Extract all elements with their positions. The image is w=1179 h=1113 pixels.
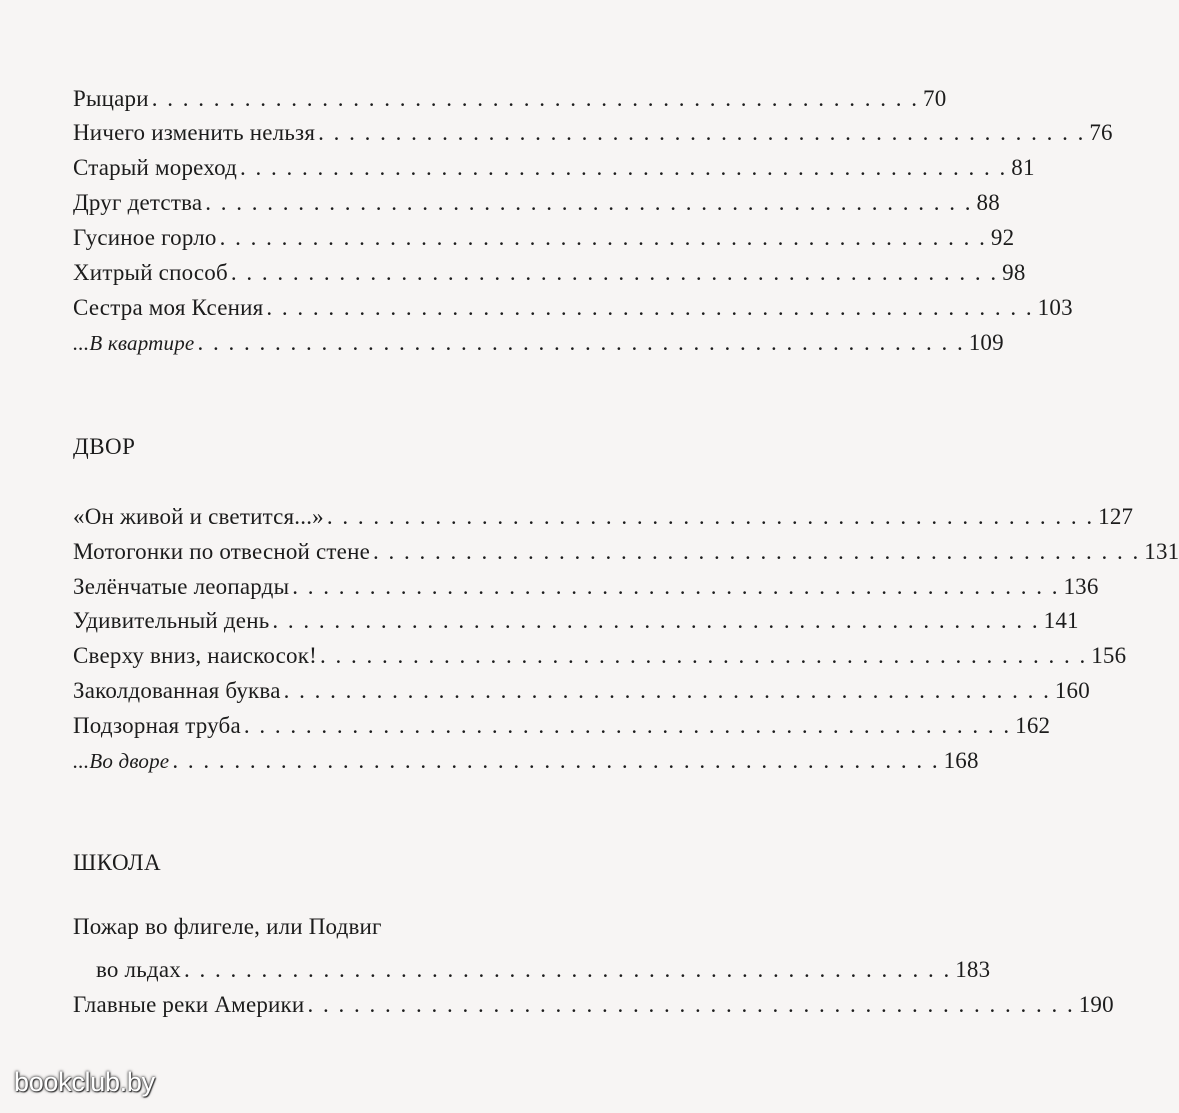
toc-entry-title: Гусиное горло [73, 225, 217, 250]
toc-entry [73, 990, 1114, 1020]
toc-entry-title: Зелёнчатые леопарды [73, 574, 290, 599]
toc-page-number: 156 [1091, 643, 1127, 668]
toc-entry-title: Хитрый способ [73, 260, 228, 285]
toc-entry [73, 188, 1000, 218]
toc-page-number: 70 [923, 86, 947, 111]
section-heading: ШКОЛА [73, 850, 162, 875]
toc-entry-title: Друг детства [73, 190, 203, 215]
toc-entry [73, 153, 1035, 183]
toc-entry-title: Подзорная труба [73, 713, 241, 738]
leader-dots: . . . . . . . . . . . . . . . . . . . . . . . . . . . . . . . . . . . . . . . . . . . . . . . . . . [326, 504, 1095, 529]
toc-entry-title: Главные реки Америки [73, 992, 305, 1017]
leader-dots: . . . . . . . . . . . . . . . . . . . . . . . . . . . . . . . . . . . . . . . . . . . . . . . . . . [183, 957, 952, 982]
toc-page-number: 136 [1063, 574, 1099, 599]
toc-page-number: 127 [1098, 504, 1134, 529]
toc-page-number: 141 [1043, 608, 1079, 633]
leader-dots: . . . . . . . . . . . . . . . . . . . . . . . . . . . . . . . . . . . . . . . . . . . . . . . . . . [292, 574, 1060, 599]
toc-entry [96, 955, 991, 985]
section-heading: ДВОР [73, 434, 136, 459]
toc-entry [73, 502, 1134, 532]
toc-page-number: 131 [1144, 539, 1179, 564]
leader-dots: . . . . . . . . . . . . . . . . . . . . . . . . . . . . . . . . . . . . . . . . . . . . . . . . . . [205, 190, 973, 215]
leader-dots: . . . . . . . . . . . . . . . . . . . . . . . . . . . . . . . . . . . . . . . . . . . . . . . . . . [230, 260, 999, 285]
leader-dots: . . . . . . . . . . . . . . . . . . . . . . . . . . . . . . . . . . . . . . . . . . . . . . . . . . [318, 120, 1086, 145]
leader-dots: . . . . . . . . . . . . . . . . . . . . . . . . . . . . . . . . . . . . . . . . . . . . . . . . . . [219, 225, 987, 250]
toc-entry [73, 258, 1026, 288]
toc-entry [73, 328, 1004, 358]
toc-page-number: 92 [990, 225, 1015, 250]
toc-entry-title: Старый мореход [73, 155, 238, 180]
toc-entry-title: Сверху вниз, наискосок! [73, 643, 317, 668]
toc-page-number: 168 [943, 748, 979, 773]
leader-dots: . . . . . . . . . . . . . . . . . . . . . . . . . . . . . . . . . . . . . . . . . . . . . . . . . . [319, 643, 1088, 668]
toc-entry [73, 676, 1090, 706]
toc-page-number: 88 [976, 190, 1000, 215]
leader-dots: . . . . . . . . . . . . . . . . . . . . . . . . . . . . . . . . . . . . . . . . . . . . . . . . . . [283, 678, 1051, 703]
toc-entry [73, 537, 1179, 567]
toc-entry-title-line1: Пожар во флигеле, или Подвиг [73, 914, 382, 939]
toc-entry-title: Ничего изменить нельзя [73, 120, 316, 145]
toc-entry [73, 606, 1079, 636]
toc-page-number: 81 [1011, 155, 1035, 180]
toc-page-number: 160 [1054, 678, 1090, 703]
toc-entry-title: Удивительный день [73, 608, 270, 633]
toc-entry-title: Сестра моя Ксения [73, 295, 264, 320]
leader-dots: . . . . . . . . . . . . . . . . . . . . . . . . . . . . . . . . . . . . . . . . . . . . . . . . . . [266, 295, 1034, 320]
toc-page-number: 98 [1002, 260, 1026, 285]
watermark: bookclub.by [14, 1067, 155, 1097]
toc-entry [73, 711, 1051, 741]
leader-dots: . . . . . . . . . . . . . . . . . . . . . . . . . . . . . . . . . . . . . . . . . . . . . . . . . . [172, 748, 940, 773]
toc-entry [73, 118, 1113, 148]
toc-page-number: 183 [955, 957, 991, 982]
toc-entry-title: Рыцари [73, 86, 149, 111]
leader-dots: . . . . . . . . . . . . . . . . . . . . . . . . . . . . . . . . . . . . . . . . . . . . . . . . . . [151, 86, 920, 111]
toc-entry [73, 84, 947, 114]
toc-page-number: 190 [1078, 992, 1114, 1017]
toc-page-number: 103 [1037, 295, 1073, 320]
toc-page-number: 76 [1089, 120, 1113, 145]
leader-dots: . . . . . . . . . . . . . . . . . . . . . . . . . . . . . . . . . . . . . . . . . . . . . . . . . . [240, 155, 1008, 180]
leader-dots: . . . . . . . . . . . . . . . . . . . . . . . . . . . . . . . . . . . . . . . . . . . . . . . . . . [197, 330, 965, 355]
toc-entry [73, 746, 979, 776]
leader-dots: . . . . . . . . . . . . . . . . . . . . . . . . . . . . . . . . . . . . . . . . . . . . . . . . . . [307, 992, 1075, 1017]
leader-dots: . . . . . . . . . . . . . . . . . . . . . . . . . . . . . . . . . . . . . . . . . . . . . . . . . . [243, 713, 1012, 738]
toc-entry [73, 572, 1099, 602]
toc-entry [73, 641, 1127, 671]
toc-entry-title: ...Во дворе [73, 749, 170, 773]
leader-dots: . . . . . . . . . . . . . . . . . . . . . . . . . . . . . . . . . . . . . . . . . . . . . . . . . . [272, 608, 1040, 633]
toc-entry-title: «Он живой и светится...» [73, 504, 324, 529]
toc-page-number: 109 [968, 330, 1004, 355]
toc-entry-title: ...В квартире [73, 331, 195, 355]
toc-page-number: 162 [1015, 713, 1051, 738]
toc-entry-title: Заколдованная буква [73, 678, 281, 703]
toc-entry-title: Мотогонки по отвесной стене [73, 539, 370, 564]
toc-entry [73, 223, 1015, 253]
leader-dots: . . . . . . . . . . . . . . . . . . . . . . . . . . . . . . . . . . . . . . . . . . . . . . . . . . [373, 539, 1141, 564]
toc-entry-title: во льдах [96, 957, 181, 982]
toc-entry [73, 293, 1073, 323]
